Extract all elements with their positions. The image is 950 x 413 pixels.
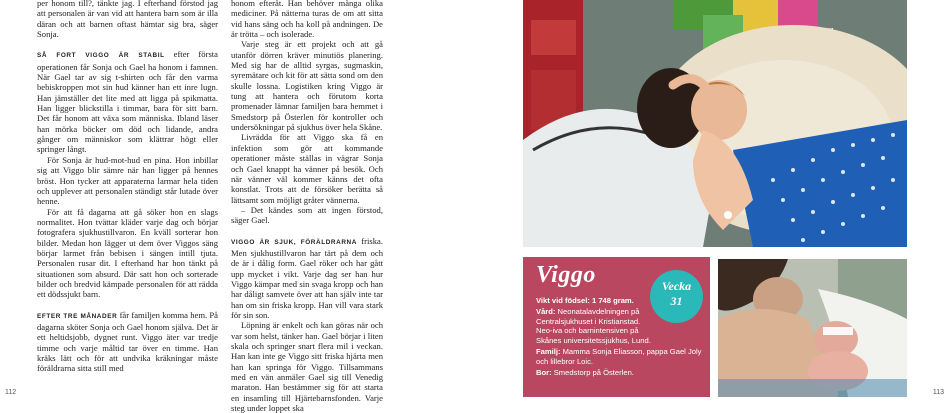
fact-box — [523, 257, 710, 397]
photo-mother-child-in-bed — [523, 0, 907, 247]
page-number-left: 112 — [5, 389, 17, 396]
section-lead: VIGGO ÄR SJUK, FÖRÄLDRARNA — [231, 238, 357, 246]
week-badge-label: Vecka — [661, 279, 692, 293]
section-lead: SÅ FORT VIGGO ÄR STABIL — [37, 52, 165, 60]
page-number-right: 113 — [932, 389, 944, 396]
photo-newborn — [718, 259, 907, 397]
fact-row-birth-weight: Vikt vid födsel: 1 748 gram. — [536, 296, 634, 305]
paragraph: – Det kändes som att ingen förstod, säger Gael. — [231, 204, 383, 226]
fact-row-care: Vård: Neonatalavdelningen på Centralsjukhuset i Kristianstad. Neo-iva och barnintensiven på Skånes universitetssjukhus, Lund. — [536, 306, 651, 346]
paragraph: EFTER TRE MÅNADER får familjen komma hem. På dagarna sköter Sonja och Gael honom själva. Det är ett heltidsjobb, dygnet runt. Viggo äter var tredje timme och varje måltid tar över en timme. Han kräks lätt och för att undvika kräkningar måste föräldrarna sitta still med — [37, 309, 218, 374]
paragraph: Livrädda för att Viggo ska få en infektion som gör att kommande operationer måste ställas in vägrar Sonja och Gael knappt ha vänner på besök. Och när vänner väl kommer känns det ofta konstlat. Trots att de försöker berätta så lättsamt som möjligt gråter vännerna. — [231, 132, 383, 205]
paragraph: För att få dagarna att gå söker hon en slags normalitet. Hon tvättar kläder varje dag och börjar fotografera sjukhustillvaron. En kväll sorterar hon bilder. Medan hon lägger ut dem över Viggos säng börjar larmet från bebisen i sängen intill tjuta. Personalen rusar dit. I efterhand har hon tänkt på situationen som absurd. Där satt hon och sorterade bilder och bredvid kämpade personalen för att rädda ett dödssjukt barn. — [37, 206, 218, 300]
paragraph: honom efteråt. Han behöver många olika mediciner. På nätterna turas de om att sitta vid hans säng och ha koll på andningen. De är trötta – och isolerade. — [231, 0, 383, 40]
article-column-middle — [231, 0, 383, 413]
section-lead: EFTER TRE MÅNADER — [37, 312, 118, 320]
paragraph: Löpning är enkelt och kan göras när och var som helst, tänker han. Gael börjar i liten skala och springer snart flera mil i veckan. Han kan inte ge Viggo sitt friska hjärta men han kan springa för Viggo. Tillsammans med en vän anmäler Gael sig till Venedig maraton. Han bestämmer sig för att starta en insamling till Hjärtebarnsfonden. Varje steg under loppet ska — [231, 320, 383, 413]
photo-mother-child — [523, 0, 907, 247]
paragraph: För Sonja är hud-mot-hud en pina. Hon inbillar sig att Viggo blir sämre när han ligger på hennes bröst. Hon tycker att apparaterna larmar hela tiden och upplever att personalen ständigt står lutade över henne. — [37, 154, 218, 207]
fact-row-residence: Bor: Smedstorp på Österlen. — [536, 367, 634, 377]
paragraph: Varje steg är ett projekt och att gå utanför dörren kräver minutiös planering. Med sig har de alltid syrgas, sugmaskin, syremätare och kit för att sätta sond om den skulle lossna. Logistiken kring Viggo är tung att hantera och förutom korta promenader lämnar familjen bara hemmet i Smedstorp på Österlen för kontroller och undersökningar på sjukhus över hela Skåne. — [231, 39, 383, 133]
factbox-body — [536, 296, 706, 378]
paragraph: per honom till?, tänkte jag. I efterhand förstod jag att personalen är van vid att hantera barn som är illa däran och att barnen oftast hämtar sig bra, säger Sonja. — [37, 0, 218, 40]
photo-newborn-skin-to-skin — [718, 259, 907, 397]
article-column-left — [37, 0, 218, 374]
paragraph: SÅ FORT VIGGO ÄR STABIL efter första operationen får Sonja och Gael ha honom i famnen. När Gael tar av sig t-shirten och får den varma bebiskroppen mot sin hud känner han ett inre lugn. Han jämställer det lite med att ligga på spikmatta. Han ligger blickstilla i timmar, bara för sitt barn. Det får honom att växa som människa. Ibland läser han mörka böcker om död och lidande, andra gånger om människor som klättrar högt eller springer långt. — [37, 49, 218, 155]
paragraph: VIGGO ÄR SJUK, FÖRÄLDRARNA friska. Men sjukhustillvaron har tärt på dem och de är i dålig form. Gael röker och har gått upp mycket i vikt. Varje dag ser han hur Viggo kämpar med sin svaga kropp och han har dåligt samvete över att han själv inte tar han om sin friska kropp. Han vill vara stark för sin son. — [231, 235, 383, 320]
factbox-title: Viggo — [536, 262, 596, 288]
fact-row-family: Familj: Mamma Sonja Eliasson, pappa Gael Joly och lillebror Loic. — [536, 346, 702, 366]
week-badge-number: 31 — [670, 294, 683, 308]
